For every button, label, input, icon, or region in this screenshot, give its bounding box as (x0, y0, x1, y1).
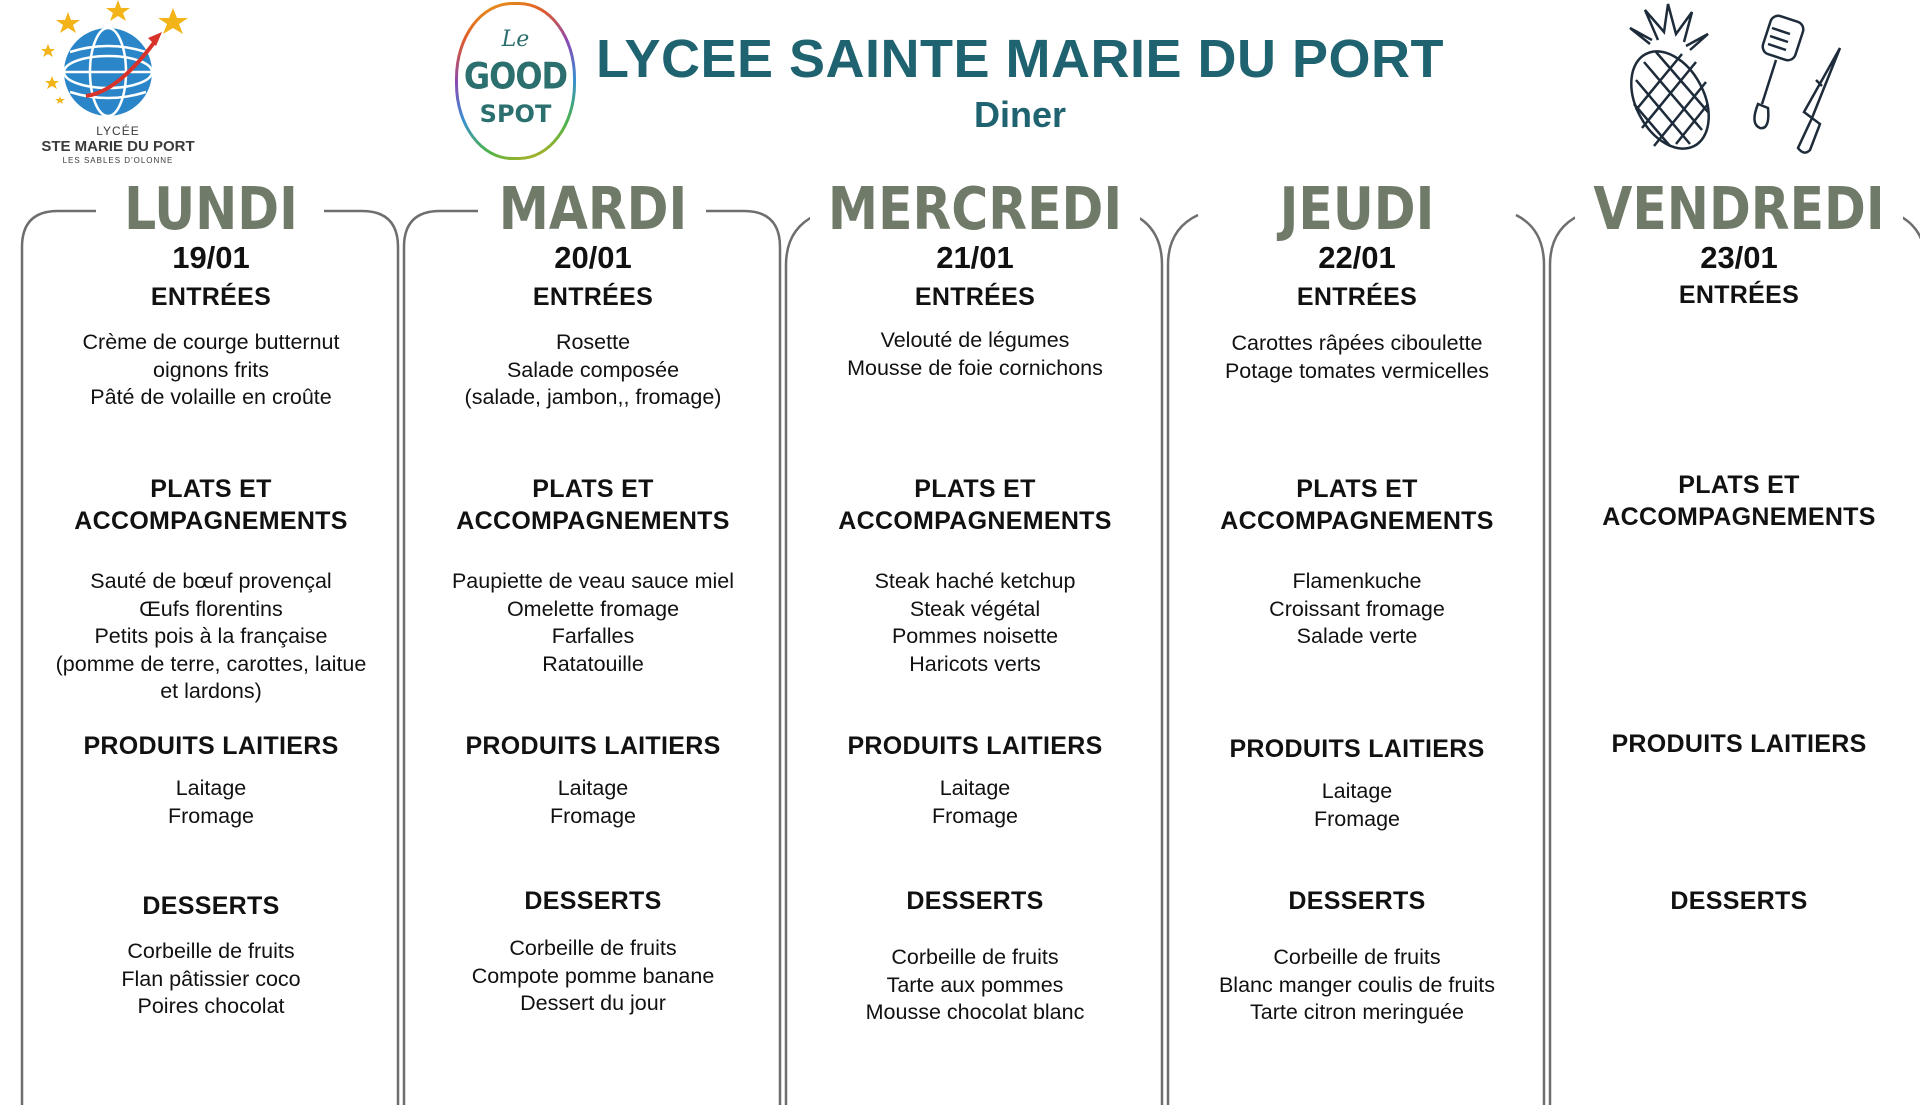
list-item: Tarte citron meringuée (1250, 1000, 1464, 1024)
day-name: VENDREDI (1546, 175, 1920, 243)
desserts-list (400, 935, 786, 1018)
entrees-title: ENTRÉES (150, 283, 272, 311)
entrees-list (782, 327, 1168, 382)
good-spot-good: GOOD (463, 54, 568, 98)
desserts-title: DESSERTS (1288, 887, 1426, 915)
list-item: Laitage (939, 776, 1011, 800)
school-logo (38, 0, 198, 170)
entrees-title: ENTRÉES (532, 283, 654, 311)
laitiers-list (1164, 778, 1550, 833)
list-item: Fromage (1313, 806, 1401, 831)
plats-title: PLATS ET ACCOMPAGNEMENTS (1220, 475, 1494, 535)
plats-list (18, 568, 404, 623)
list-item: Corbeille de fruits (127, 939, 295, 963)
list-item: et lardons) (160, 679, 262, 703)
list-item: Laitage (1321, 779, 1393, 803)
list-item: Laitage (557, 776, 629, 800)
list-item: Haricots verts (909, 651, 1041, 676)
desserts-list (1164, 944, 1550, 1027)
laitiers-title: PRODUITS LAITIERS (83, 732, 339, 760)
desserts-title: DESSERTS (524, 887, 662, 915)
school-logo-line3: LES SABLES D'OLONNE (62, 156, 174, 165)
accompagnements-list (18, 623, 404, 706)
plats-list (400, 568, 786, 623)
good-spot-le: Le (501, 27, 530, 52)
list-item: Blanc manger coulis de fruits (1218, 972, 1496, 997)
list-item: Œufs florentins (139, 596, 283, 621)
list-item: Omelette fromage (506, 596, 680, 621)
laitiers-list (18, 775, 404, 830)
food-decoration (1590, 0, 1850, 160)
list-item: Mousse chocolat blanc (865, 1000, 1085, 1024)
list-item: (pomme de terre, carottes, laitue (55, 651, 367, 676)
accompagnements-list (400, 623, 786, 678)
day-date: 22/01 (1318, 240, 1396, 275)
day-name: MERCREDI (782, 175, 1168, 243)
desserts-list (782, 944, 1168, 1027)
school-logo-line1: LYCÉE (96, 124, 140, 138)
laitiers-title: PRODUITS LAITIERS (1229, 735, 1485, 763)
list-item: Flan pâtissier coco (121, 966, 301, 991)
list-item: Flamenkuche (1292, 569, 1422, 593)
day-date: 20/01 (554, 240, 632, 275)
list-item: Salade verte (1296, 624, 1418, 648)
day-column-mercredi (782, 175, 1168, 1105)
day-name: JEUDI (1164, 175, 1550, 243)
list-item: Potage tomates vermicelles (1224, 358, 1490, 383)
day-column-lundi (18, 175, 404, 1105)
list-item: Corbeille de fruits (509, 936, 677, 960)
plats-title: PLATS ET ACCOMPAGNEMENTS (838, 475, 1112, 535)
list-item: Laitage (175, 776, 247, 800)
list-item: Petits pois à la française (94, 624, 328, 648)
laitiers-list (782, 775, 1168, 830)
good-spot-spot: SPOT (479, 100, 552, 128)
day-column-jeudi (1164, 175, 1550, 1105)
list-item: Dessert du jour (520, 991, 666, 1015)
list-item: Fromage (549, 803, 637, 828)
desserts-title: DESSERTS (142, 892, 280, 920)
list-item: Steak végétal (909, 596, 1041, 621)
header (0, 0, 1920, 170)
pineapple-icon (1616, 4, 1725, 160)
list-item: Farfalles (551, 624, 635, 648)
plats-list (1164, 568, 1550, 623)
school-logo-line2: STE MARIE DU PORT (41, 138, 195, 155)
entrees-list (1164, 330, 1550, 385)
desserts-title: DESSERTS (906, 887, 1044, 915)
list-item: Compote pomme banane (471, 963, 715, 988)
laitiers-title: PRODUITS LAITIERS (465, 732, 721, 760)
plats-title: PLATS ET ACCOMPAGNEMENTS (74, 475, 348, 535)
globe-stars-logo-icon (38, 0, 198, 130)
list-item: Corbeille de fruits (891, 945, 1059, 969)
entrees-title: ENTRÉES (1296, 283, 1418, 311)
laitiers-list (400, 775, 786, 830)
list-item: Carottes râpées ciboulette (1231, 331, 1483, 355)
day-name: MARDI (400, 175, 786, 243)
list-item: Pommes noisette (891, 624, 1059, 648)
day-date: 19/01 (172, 240, 250, 275)
list-item: Corbeille de fruits (1273, 945, 1441, 969)
good-spot-logo (455, 2, 576, 160)
list-item: Pâté de volaille en croûte (90, 385, 332, 409)
list-item: Paupiette de veau sauce miel (451, 569, 735, 593)
list-item: Fromage (167, 803, 255, 828)
list-item: Ratatouille (542, 651, 644, 676)
laitiers-title: PRODUITS LAITIERS (1611, 730, 1867, 758)
list-item: Croissant fromage (1269, 596, 1445, 621)
spatula-knife-icon (1754, 14, 1840, 153)
accompagnements-list (782, 623, 1168, 678)
page-title: LYCEE SAINTE MARIE DU PORT (595, 29, 1445, 89)
list-item: Tarte aux pommes (886, 972, 1064, 997)
list-item: (salade, jambon,, fromage) (464, 385, 722, 409)
list-item: Poires chocolat (137, 994, 285, 1018)
list-item: Salade composée (506, 357, 680, 382)
accompagnements-list (1164, 623, 1550, 651)
desserts-title: DESSERTS (1670, 887, 1808, 915)
desserts-list (18, 938, 404, 1021)
day-column-mardi (400, 175, 786, 1105)
list-item: Steak haché ketchup (874, 569, 1076, 593)
plats-list (782, 568, 1168, 623)
entrees-title: ENTRÉES (914, 283, 1036, 311)
day-column-vendredi (1546, 175, 1920, 1105)
entrees-list (400, 329, 786, 412)
day-date: 21/01 (936, 240, 1014, 275)
list-item: Sauté de bœuf provençal (90, 569, 332, 593)
column-frame (1546, 185, 1920, 1105)
list-item: Velouté de légumes (880, 328, 1070, 352)
entrees-title: ENTRÉES (1678, 281, 1800, 309)
entrees-list (18, 329, 404, 412)
page-subtitle: Diner (973, 94, 1067, 135)
plats-title: PLATS ET ACCOMPAGNEMENTS (1602, 471, 1876, 531)
day-date: 23/01 (1700, 240, 1778, 275)
list-item: Crème de courge butternut (82, 330, 340, 354)
list-item: Fromage (931, 803, 1019, 828)
list-item: Rosette (555, 330, 631, 354)
plats-title: PLATS ET ACCOMPAGNEMENTS (456, 475, 730, 535)
list-item: oignons frits (153, 357, 269, 382)
laitiers-title: PRODUITS LAITIERS (847, 732, 1103, 760)
day-name: LUNDI (18, 175, 404, 243)
list-item: Mousse de foie cornichons (847, 355, 1103, 380)
